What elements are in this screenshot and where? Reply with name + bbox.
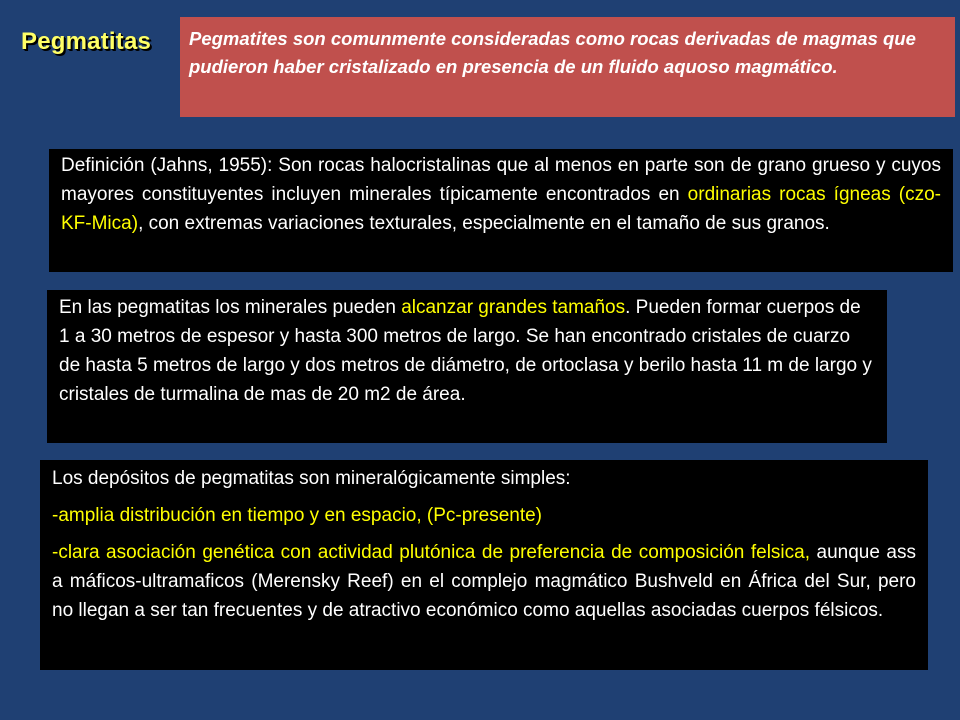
association-highlight: -clara asociación genética con actividad plutónica de preferencia de composición felsica,: [52, 542, 810, 563]
deposits-bullet-distribution: -amplia distribución en tiempo y en espacio, (Pc-presente): [52, 505, 543, 526]
definition-highlight: ordinarias rocas ígneas (czo-KF-Mica): [61, 184, 941, 234]
sizes-highlight: alcanzar grandes tamaños: [401, 297, 626, 318]
mineral-sizes-box: [47, 290, 887, 443]
sizes-text: En las pegmatitas los minerales pueden: [59, 297, 402, 318]
deposits-bullet-association: [52, 538, 916, 625]
deposits-box: [40, 460, 928, 670]
intro-text: Pegmatites son comunmente consideradas como rocas derivadas de magmas que pudieron haber cristalizado en presencia de un fluido aquoso magmático.: [189, 28, 916, 77]
deposits-intro: Los depósitos de pegmatitas son mineralógicamente simples:: [52, 468, 571, 489]
slide-title: Pegmatitas: [21, 28, 152, 55]
sizes-text-end: . Pueden formar cuerpos de 1 a 30 metros de espesor y hasta 300 metros de largo. Se han encontrado cristales de cuarzo de hasta 5 metros de largo y dos metros de diámetro, de ortoclasa y berilo hasta 11 m de largo y cristales de turmalina de mas de 20 m2 de área.: [59, 297, 872, 405]
association-text: aunque ass a máficos-ultramaficos (Merensky Reef) en el complejo magmático Bushveld en África del Sur, pero no llegan a ser tan frecuentes y de atractivo económico como aquellas asociadas cuerpos félsicos.: [52, 542, 916, 621]
intro-box: [180, 17, 955, 117]
definition-box: [49, 149, 953, 272]
definition-text: Definición (Jahns, 1955): Son rocas halocristalinas que al menos en parte son de grano grueso y cuyos mayores constituyentes incluyen minerales típicamente encontrados en: [61, 155, 941, 205]
definition-text-end: , con extremas variaciones texturales, especialmente en el tamaño de sus granos.: [138, 213, 830, 234]
